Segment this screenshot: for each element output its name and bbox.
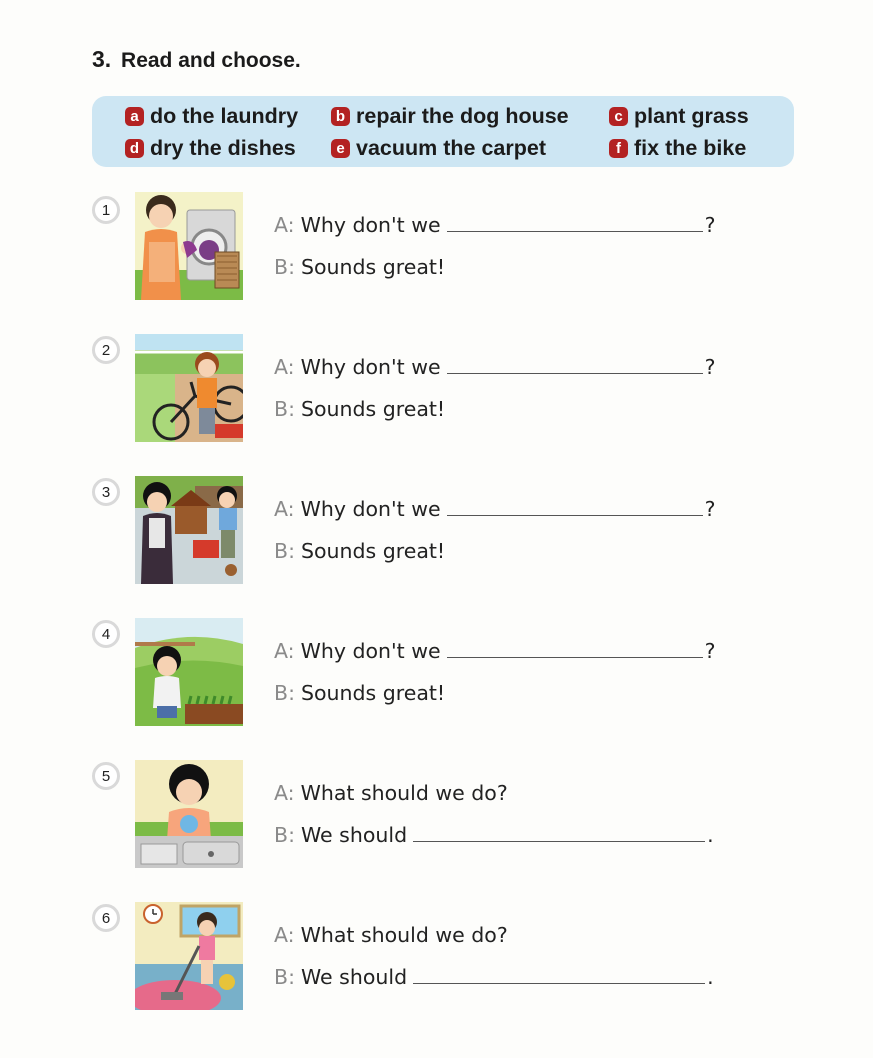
speaker-a-label: A: [274,497,295,521]
option-letter-badge: b [331,107,350,126]
option-d [125,136,296,161]
response-text: We should [300,965,408,989]
line-a [274,923,508,947]
response-text: Sounds great! [300,255,446,279]
speaker-b-label: B: [274,397,295,421]
answer-blank[interactable] [447,639,703,658]
response-text: We should [300,823,408,847]
question-number-badge: 2 [92,336,120,364]
answer-blank[interactable] [447,497,703,516]
word-bank [92,96,794,167]
option-text: repair the dog house [356,104,569,128]
option-c [609,104,749,129]
end-mark: ? [704,355,716,379]
answer-blank[interactable] [447,213,703,232]
speaker-a-label: A: [274,923,295,947]
question-text: What should we do? [300,923,508,947]
line-a [274,213,716,237]
speaker-b-label: B: [274,255,295,279]
response-text: Sounds great! [300,539,446,563]
question-number-badge: 6 [92,904,120,932]
speaker-b-label: B: [274,539,295,563]
line-a [274,639,716,663]
line-a [274,497,716,521]
line-a [274,355,716,379]
speaker-a-label: A: [274,213,295,237]
question-number-badge: 3 [92,478,120,506]
vacuum-illustration [135,902,243,1010]
option-letter-badge: e [331,139,350,158]
speaker-a-label: A: [274,355,295,379]
line-b [274,965,714,989]
option-a [125,104,298,129]
option-text: fix the bike [634,136,747,160]
line-a [274,781,508,805]
end-mark: . [707,965,714,989]
dog-house-illustration [135,476,243,584]
speaker-b-label: B: [274,965,295,989]
exercise-number: 3. [92,46,112,72]
end-mark: ? [704,639,716,663]
question-item-5 [0,760,873,870]
option-b [331,104,569,129]
question-item-3 [0,476,873,586]
option-letter-badge: f [609,139,628,158]
question-item-4 [0,618,873,728]
line-b [274,255,445,279]
response-text: Sounds great! [300,397,446,421]
option-letter-badge: a [125,107,144,126]
response-text: Sounds great! [300,681,446,705]
question-item-6 [0,902,873,1012]
option-text: plant grass [634,104,749,128]
grass-illustration [135,618,243,726]
bike-illustration [135,334,243,442]
line-b [274,681,445,705]
option-text: vacuum the carpet [356,136,546,160]
dishes-illustration [135,760,243,868]
question-text: Why don't we [300,213,441,237]
line-b [274,823,714,847]
question-text: Why don't we [300,497,441,521]
end-mark: ? [704,213,716,237]
speaker-b-label: B: [274,681,295,705]
answer-blank[interactable] [413,965,705,984]
end-mark: ? [704,497,716,521]
option-text: dry the dishes [150,136,296,160]
question-number-badge: 4 [92,620,120,648]
answer-blank[interactable] [447,355,703,374]
option-text: do the laundry [150,104,299,128]
option-f [609,136,746,161]
exercise-title [92,46,301,73]
end-mark: . [707,823,714,847]
line-b [274,397,445,421]
question-number-badge: 1 [92,196,120,224]
question-text: Why don't we [300,639,441,663]
line-b [274,539,445,563]
speaker-a-label: A: [274,639,295,663]
question-number-badge: 5 [92,762,120,790]
question-item-2 [0,334,873,444]
option-letter-badge: d [125,139,144,158]
exercise-instruction: Read and choose. [121,49,301,72]
question-item-1 [0,192,873,302]
question-text: Why don't we [300,355,441,379]
question-text: What should we do? [300,781,508,805]
speaker-a-label: A: [274,781,295,805]
speaker-b-label: B: [274,823,295,847]
laundry-illustration [135,192,243,300]
option-e [331,136,546,161]
option-letter-badge: c [609,107,628,126]
answer-blank[interactable] [413,823,705,842]
